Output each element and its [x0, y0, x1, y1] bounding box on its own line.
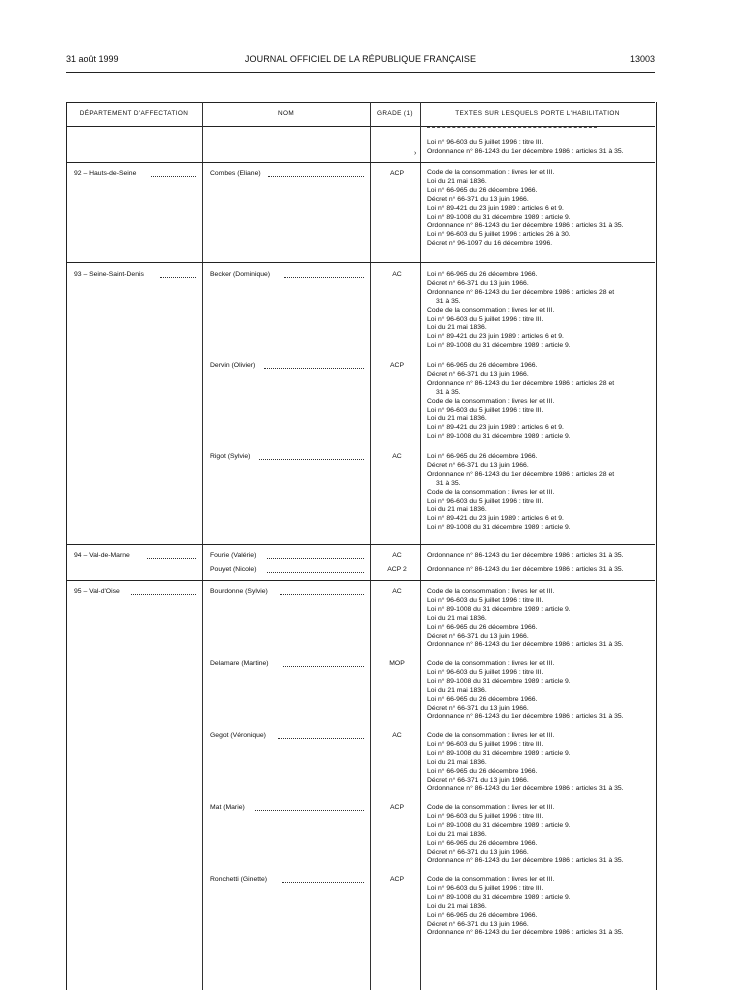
text-line: Ordonnance n° 86-1243 du 1er décembre 1986 : articles 31 à 35. — [427, 552, 624, 559]
text-line: Code de la consommation : livres Ier et III. — [427, 732, 555, 739]
text-line: Ordonnance n° 86-1243 du 1er décembre 1986 : articles 31 à 35. — [427, 857, 624, 865]
section-rule — [66, 580, 655, 581]
text-line: Loi n° 96-603 du 5 juillet 1996 : articles 26 à 30. — [427, 231, 571, 239]
text-line: Loi n° 96-603 du 5 juillet 1996 : titre III. — [427, 139, 544, 146]
person-name: Delamare (Martine) — [210, 660, 269, 667]
department-label: 94 – Val-de-Marne — [74, 552, 130, 559]
text-line: Loi du 21 mai 1836. — [427, 686, 487, 694]
text-line: Ordonnance n° 86-1243 du 1er décembre 1986 : articles 31 à 35. — [427, 641, 624, 649]
text-line: Loi n° 66-965 du 26 décembre 1966. — [427, 911, 538, 919]
text-list — [427, 660, 655, 722]
column-divider-grade — [420, 102, 421, 990]
section-rule — [66, 544, 655, 545]
text-list — [427, 732, 655, 794]
text-list — [427, 566, 655, 575]
column-header-name: NOM — [277, 110, 295, 117]
page-number: 13003 — [629, 54, 655, 64]
text-line: Loi du 21 mai 1836. — [427, 902, 487, 910]
person-name: Rigot (Sylvie) — [210, 453, 251, 460]
leader-dots — [131, 594, 196, 595]
leader-dots — [267, 558, 364, 559]
continuation-texts — [427, 139, 655, 157]
leader-dots — [147, 558, 196, 559]
text-line: Loi n° 96-603 du 5 juillet 1996 : titre III. — [427, 315, 544, 323]
text-line: Décret n° 66-371 du 13 juin 1966. — [427, 370, 529, 378]
person-name: Mat (Marie) — [210, 804, 245, 811]
text-line: Loi n° 96-603 du 5 juillet 1996 : titre III. — [427, 884, 544, 892]
text-line: Loi du 21 mai 1836. — [427, 415, 487, 423]
leader-dots — [151, 176, 196, 177]
person-name: Ronchetti (Ginette) — [210, 876, 268, 883]
text-line: Loi n° 89-1008 du 31 décembre 1989 : article 9. — [427, 433, 571, 441]
journal-title: JOURNAL OFFICIEL DE LA RÉPUBLIQUE FRANÇAISE — [244, 54, 477, 64]
leader-dots — [268, 176, 364, 177]
grade-value: ACP 2 — [387, 566, 407, 573]
text-line: Loi du 21 mai 1836. — [427, 758, 487, 766]
text-line: Ordonnance n° 86-1243 du 1er décembre 1986 : articles 31 à 35. — [427, 566, 624, 573]
text-line: Ordonnance n° 86-1243 du 1er décembre 1986 : articles 28 et — [427, 288, 615, 296]
text-list — [427, 876, 655, 938]
column-divider-department — [202, 102, 203, 990]
text-line: Loi n° 96-603 du 5 juillet 1996 : titre III. — [427, 497, 544, 505]
text-line: Ordonnance n° 86-1243 du 1er décembre 1986 : articles 31 à 35. — [427, 785, 624, 793]
text-line: Loi n° 89-1008 du 31 décembre 1989 : article 9. — [427, 213, 571, 221]
person-name: Becker (Dominique) — [210, 271, 271, 278]
leader-dots — [255, 810, 364, 811]
continuation-marker — [427, 127, 597, 128]
text-line: Code de la consommation : livres Ier et III. — [427, 876, 555, 883]
leader-dots — [160, 277, 196, 278]
person-name: Gegot (Véronique) — [210, 732, 266, 739]
text-line: Loi n° 66-965 du 26 décembre 1966. — [427, 453, 538, 460]
leader-dots — [264, 368, 364, 369]
section-rule — [66, 262, 655, 263]
text-list — [427, 804, 655, 866]
header-rule — [66, 72, 655, 73]
text-line: Code de la consommation : livres Ier et III. — [427, 306, 555, 314]
text-list — [427, 588, 655, 650]
leader-dots — [284, 277, 364, 278]
text-line: Loi n° 66-965 du 26 décembre 1966. — [427, 623, 538, 631]
text-line: Loi du 21 mai 1836. — [427, 177, 487, 185]
leader-dots — [280, 594, 364, 595]
text-line: Décret n° 66-371 du 13 juin 1966. — [427, 632, 529, 640]
grade-value: ACP — [390, 362, 404, 369]
text-line: Loi n° 89-1008 du 31 décembre 1989 : article 9. — [427, 677, 571, 685]
person-name: Bourdonne (Sylvie) — [210, 588, 268, 595]
text-line: Loi n° 89-421 du 23 juin 1989 : articles 6 et 9. — [427, 333, 564, 341]
grade-value: ACP — [390, 170, 404, 177]
continuation-tick: › — [414, 150, 417, 157]
person-name: Dervin (Olivier) — [210, 362, 256, 369]
text-line: Loi n° 89-421 du 23 juin 1989 : articles 6 et 9. — [427, 424, 564, 432]
text-line: 31 à 35. — [436, 388, 461, 396]
grade-value: AC — [392, 271, 402, 278]
leader-dots — [283, 666, 364, 667]
text-line: Code de la consommation : livres Ier et III. — [427, 397, 555, 405]
leader-dots — [282, 882, 364, 883]
section-rule — [66, 162, 655, 163]
text-line: Loi n° 96-603 du 5 juillet 1996 : titre III. — [427, 406, 544, 414]
text-line: Ordonnance n° 86-1243 du 1er décembre 1986 : articles 31 à 35. — [427, 222, 624, 230]
text-line: Loi n° 89-1008 du 31 décembre 1989 : article 9. — [427, 821, 571, 829]
person-name: Pouyet (Nicole) — [210, 566, 257, 573]
text-line: Code de la consommation : livres Ier et III. — [427, 660, 555, 667]
text-line: Loi n° 89-1008 du 31 décembre 1989 : article 9. — [427, 749, 571, 757]
leader-dots — [278, 738, 364, 739]
table-top-border — [66, 102, 655, 103]
grade-value: AC — [392, 552, 402, 559]
text-line: Ordonnance n° 86-1243 du 1er décembre 1986 : articles 31 à 35. — [427, 147, 624, 155]
text-line: Loi n° 96-603 du 5 juillet 1996 : titre III. — [427, 812, 544, 820]
text-line: 31 à 35. — [436, 297, 461, 305]
text-line: Loi n° 89-421 du 23 juin 1989 : articles 6 et 9. — [427, 515, 564, 523]
text-line: Ordonnance n° 86-1243 du 1er décembre 1986 : articles 31 à 35. — [427, 713, 624, 721]
grade-value: AC — [392, 588, 402, 595]
grade-value: MOP — [389, 660, 405, 667]
text-line: Ordonnance n° 86-1243 du 1er décembre 1986 : articles 28 et — [427, 379, 615, 387]
text-line: Code de la consommation : livres Ier et III. — [427, 169, 555, 176]
text-list — [427, 552, 655, 561]
department-label: 95 – Val-d'Oise — [74, 588, 120, 595]
text-line: Décret n° 66-371 du 13 juin 1966. — [427, 704, 529, 712]
column-header-department: DÉPARTEMENT D'AFFECTATION — [79, 110, 189, 117]
text-line: 31 à 35. — [436, 479, 461, 487]
text-line: Décret n° 66-371 du 13 juin 1966. — [427, 776, 529, 784]
text-line: Décret n° 66-371 du 13 juin 1966. — [427, 461, 529, 469]
text-line: Loi n° 66-965 du 26 décembre 1966. — [427, 186, 538, 194]
text-line: Loi n° 66-965 du 26 décembre 1966. — [427, 767, 538, 775]
text-line: Loi n° 66-965 du 26 décembre 1966. — [427, 695, 538, 703]
page-header — [66, 54, 655, 68]
text-line: Décret n° 66-371 du 13 juin 1966. — [427, 195, 529, 203]
text-line: Loi n° 89-1008 du 31 décembre 1989 : article 9. — [427, 524, 571, 532]
person-name: Combes (Eliane) — [210, 170, 261, 177]
text-line: Ordonnance n° 86-1243 du 1er décembre 1986 : articles 28 et — [427, 470, 615, 478]
leader-dots — [267, 572, 364, 573]
column-header-texts: TEXTES SUR LESQUELS PORTE L'HABILITATION — [455, 110, 620, 117]
text-line: Loi n° 66-965 du 26 décembre 1966. — [427, 271, 538, 278]
text-list — [427, 169, 655, 249]
grade-value: AC — [392, 732, 402, 739]
leader-dots — [259, 459, 364, 460]
text-line: Loi du 21 mai 1836. — [427, 324, 487, 332]
text-line: Loi du 21 mai 1836. — [427, 830, 487, 838]
text-line: Loi n° 96-603 du 5 juillet 1996 : titre III. — [427, 668, 544, 676]
text-line: Loi n° 96-603 du 5 juillet 1996 : titre III. — [427, 740, 544, 748]
text-line: Décret n° 66-371 du 13 juin 1966. — [427, 279, 529, 287]
department-label: 92 – Hauts-de-Seine — [74, 170, 137, 177]
text-line: Loi n° 89-1008 du 31 décembre 1989 : article 9. — [427, 893, 571, 901]
text-line: Loi n° 89-1008 du 31 décembre 1989 : article 9. — [427, 605, 571, 613]
text-line: Code de la consommation : livres Ier et III. — [427, 588, 555, 595]
text-list — [427, 362, 655, 442]
column-divider-name — [370, 102, 371, 990]
text-list — [427, 271, 655, 351]
text-line: Loi n° 89-421 du 23 juin 1989 : articles 6 et 9. — [427, 204, 564, 212]
grade-value: AC — [392, 453, 402, 460]
grade-value: ACP — [390, 876, 404, 883]
text-line: Décret n° 66-371 du 13 juin 1966. — [427, 848, 529, 856]
text-line: Loi n° 66-965 du 26 décembre 1966. — [427, 839, 538, 847]
text-line: Loi du 21 mai 1836. — [427, 506, 487, 514]
text-list — [427, 453, 655, 533]
text-line: Ordonnance n° 86-1243 du 1er décembre 1986 : articles 31 à 35. — [427, 929, 624, 937]
text-line: Loi n° 89-1008 du 31 décembre 1989 : article 9. — [427, 342, 571, 350]
department-label: 93 – Seine-Saint-Denis — [74, 271, 144, 278]
text-line: Code de la consommation : livres Ier et III. — [427, 488, 555, 496]
text-line: Loi n° 66-965 du 26 décembre 1966. — [427, 362, 538, 369]
column-header-grade: GRADE (1) — [377, 110, 413, 117]
text-line: Loi du 21 mai 1836. — [427, 614, 487, 622]
grade-value: ACP — [390, 804, 404, 811]
publication-date: 31 août 1999 — [66, 54, 119, 64]
person-name: Fourie (Valérie) — [210, 552, 257, 559]
text-line: Décret n° 96-1097 du 16 décembre 1996. — [427, 240, 553, 248]
text-line: Code de la consommation : livres Ier et III. — [427, 804, 555, 811]
text-line: Décret n° 66-371 du 13 juin 1966. — [427, 920, 529, 928]
text-line: Loi n° 96-603 du 5 juillet 1996 : titre III. — [427, 596, 544, 604]
